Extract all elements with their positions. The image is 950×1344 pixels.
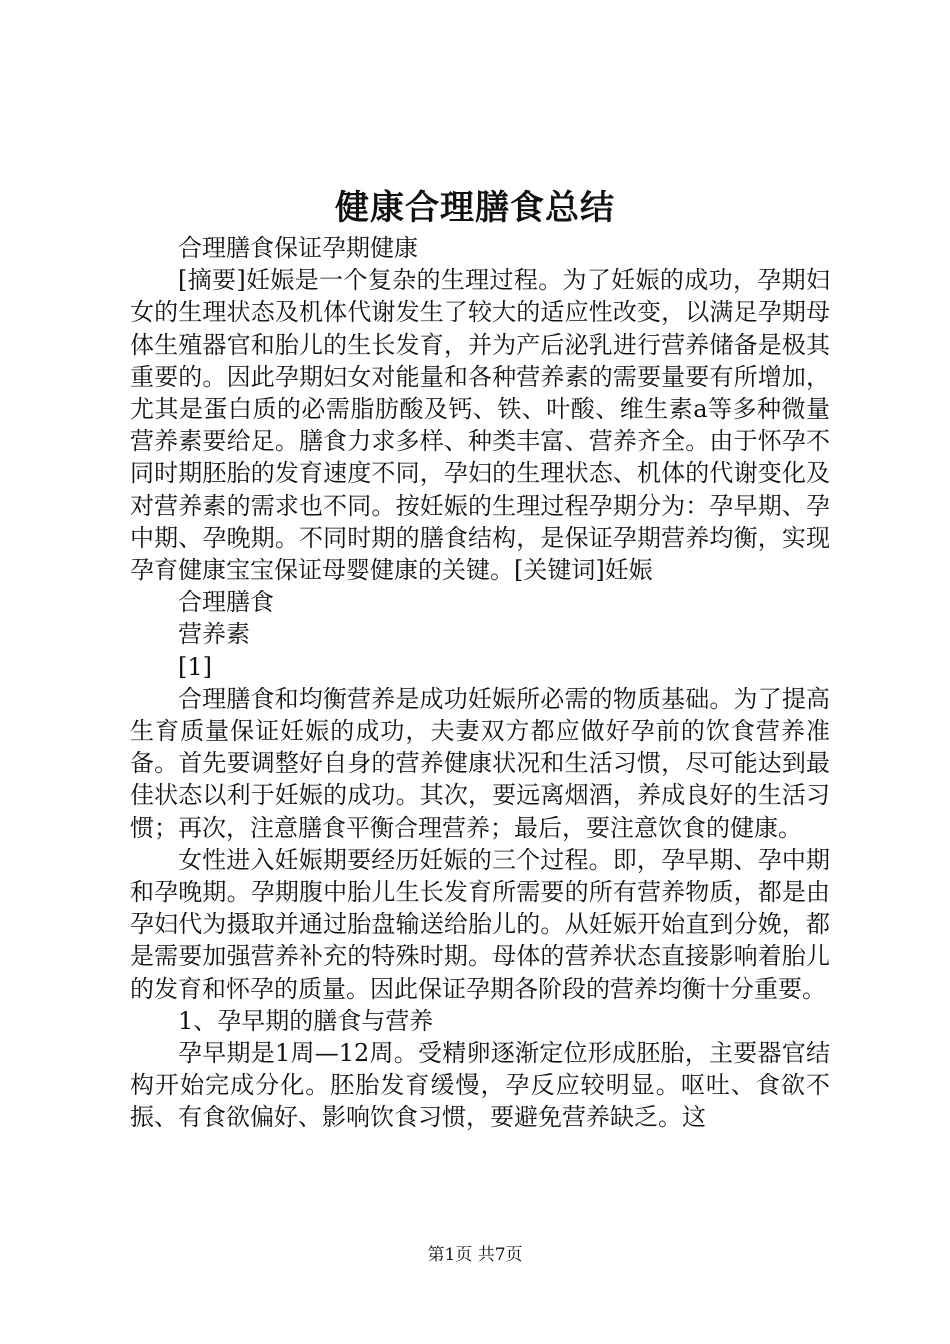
body-paragraph: 女性进入妊娠期要经历妊娠的三个过程。即，孕早期、孕中期和孕晚期。孕期腹中胎儿生长发育所需要的所有营养物质，都是由孕妇代为摄取并通过胎盘输送给胎儿的。从妊娠开始直到分娩，都是需要加强营养补充的特殊时期。母体的营养状态直接影响着胎儿的发育和怀孕的质量。因此保证孕期各阶段的营养均衡十分重要。	[130, 845, 830, 1003]
body-paragraph: 孕早期是1周—12周。受精卵逐渐定位形成胚胎，主要器官结构开始完成分化。胚胎发育缓慢，孕反应较明显。呕吐、食欲不振、有食欲偏好、影响饮食习惯，要避免营养缺乏。这	[130, 1039, 830, 1132]
reference-marker: [1]	[178, 652, 212, 681]
subsection-heading: 1、孕早期的膳食与营养	[178, 1006, 434, 1035]
section-heading: 合理膳食保证孕期健康	[178, 234, 418, 262]
page-footer: 第1页 共7页	[427, 1245, 523, 1265]
keyword-line: 合理膳食	[178, 588, 274, 617]
keyword-line: 营养素	[178, 620, 250, 649]
abstract-paragraph: [摘要]妊娠是一个复杂的生理过程。为了妊娠的成功，孕期妇女的生理状态及机体代谢发生了较大的适应性改变，以满足孕期母体生殖器官和胎儿的生长发育，并为产后泌乳进行营养储备是极其重要的。因此孕期妇女对能量和各种营养素的需要量要有所增加，尤其是蛋白质的必需脂肪酸及钙、铁、叶酸、维生素a等多种微量营养素要给足。膳食力求多样、种类丰富、营养齐全。由于怀孕不同时期胚胎的发育速度不同，孕妇的生理状态、机体的代谢变化及对营养素的需求也不同。按妊娠的生理过程孕期分为：孕早期、孕中期、孕晚期。不同时期的膳食结构，是保证孕期营养均衡，实现孕育健康宝宝保证母婴健康的关键。[关键词]妊娠	[130, 266, 830, 585]
document-body	[130, 232, 830, 1134]
body-paragraph: 合理膳食和均衡营养是成功妊娠所必需的物质基础。为了提高生育质量保证妊娠的成功，夫妻双方都应做好孕前的饮食营养准备。首先要调整好自身的营养健康状况和生活习惯，尽可能达到最佳状态以利于妊娠的成功。其次，要远离烟酒，养成良好的生活习惯；再次，注意膳食平衡合理营养；最后，要注意饮食的健康。	[130, 684, 830, 842]
document-title: 健康合理膳食总结	[335, 188, 615, 228]
